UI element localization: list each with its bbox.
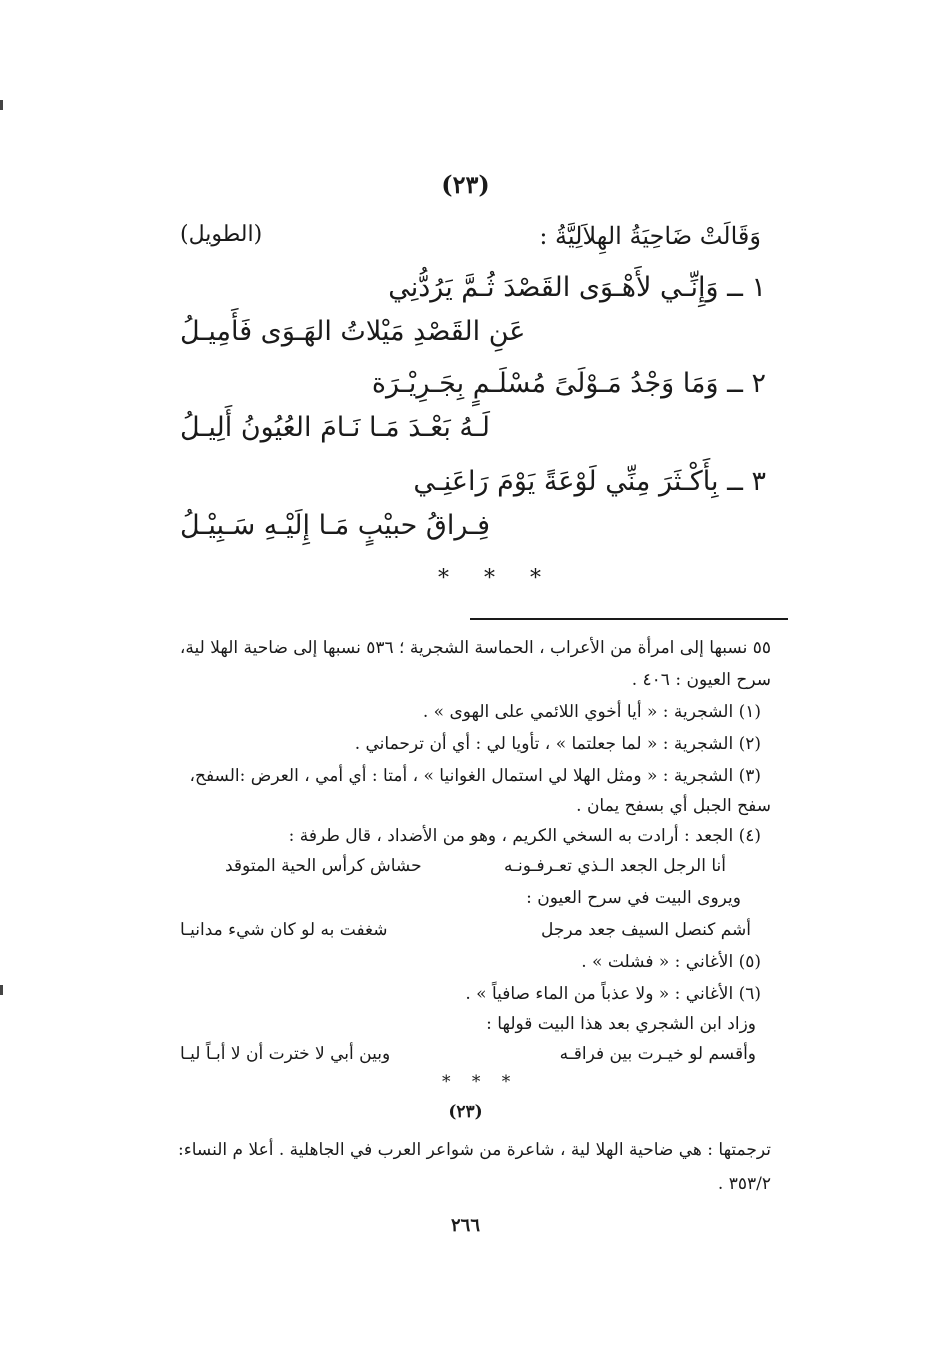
footnote-line: (٦) الأغاني : « ولا عذباً من الماء صافياً » . xyxy=(465,984,761,1004)
footnote-line: سرح العيون : ٤٠٦ . xyxy=(631,670,771,690)
footnote-divider xyxy=(470,618,788,620)
footnote-line: (٢) الشجرية : « لما جعلتما » ، تأويا لي : أي أن ترحماني . xyxy=(354,734,761,754)
verse-1-first-hemistich: ١ ــ وَإِنِّـي لأَهْـوَى القَصْدَ ثُـمَّ يَرُدُّنِي xyxy=(388,272,766,303)
footnote-line: (٥) الأغاني : « فشلت » . xyxy=(581,952,761,972)
quote-hemistich: وبين أبي لا خترت أن لا أبـاً ليـا xyxy=(180,1044,391,1064)
poem-intro: وَقَالَتْ ضَاحِيَةُ الهِلاَلِيَّةُ : xyxy=(539,222,761,250)
verse-1-second-hemistich: عَنِ القَصْدِ مَيْلاتُ الهَـوَى فَأَمِيـلُ xyxy=(180,316,526,347)
footnote-line: (٣) الشجرية : « ومثل الهلا لي استمال الغوانيا » ، أمتا : أي أمي ، العرض :السفح، xyxy=(189,766,761,786)
footnote-line: ٥٥ نسبها إلى امرأة من الأعراب ، الحماسة الشجرية ؛ ٥٣٦ نسبها إلى ضاحية الهلا لية، xyxy=(179,638,771,658)
biography-line: ترجمتها : هي ضاحية الهلا لية ، شاعرة من شواعر العرب في الجاهلية . أعلا م النساء: xyxy=(178,1140,771,1160)
verse-2-first-hemistich: ٢ ــ وَمَا وَجْدُ مَـوْلَىً مُسْلَـمٍ بِجَـرِيْـرَة xyxy=(371,368,766,399)
quote-hemistich: حشاش كرأس الحية المتوقد xyxy=(225,856,422,876)
biography-number: (٢٣) xyxy=(448,1102,483,1122)
quote-hemistich: شغفت به لو كان شيء مدانيـا xyxy=(180,920,388,940)
footnote-line: (١) الشجرية : « أيا أخوي اللائمي على الهوى » . xyxy=(422,702,761,722)
footnote-line: (٤) الجعد : أرادت به السخي الكريم ، وهو من الأضداد ، قال طرفة : xyxy=(288,826,761,846)
scan-margin-mark xyxy=(0,100,3,110)
quote-hemistich: أشم كنصل السيف جعد مرجل xyxy=(540,920,751,940)
footnote-line: سفح الجبل أي بسفح يمان . xyxy=(576,796,771,816)
section-separator-stars: * * * xyxy=(442,1072,519,1092)
scan-margin-mark xyxy=(0,985,3,995)
verse-3-second-hemistich: فِـراقُ حبيْبٍ مَـا إِلَيْـهِ سَـبِيْـلُ xyxy=(180,510,491,541)
page-number: ٢٦٦ xyxy=(450,1215,480,1236)
footnote-line: وزاد ابن الشجري بعد هذا البيت قولها : xyxy=(486,1014,756,1034)
verse-3-first-hemistich: ٣ ــ بِأَكْـثَرَ مِنِّي لَوْعَةً يَوْمَ رَاعَنِـي xyxy=(413,466,766,497)
verse-2-second-hemistich: لَـهُ بَعْـدَ مَـا نَـامَ العُيُونُ أَلِيـلُ xyxy=(180,412,491,443)
footnote-line: ويروى البيت في سرح العيون : xyxy=(526,888,741,908)
biography-line: ٣٥٣/٢ . xyxy=(717,1174,771,1194)
quote-hemistich: أنا الرجل الجعد الـذي تعـرفـونـه xyxy=(503,856,726,876)
poem-meter: (الطويل) xyxy=(180,222,263,247)
poem-number: (٢٣) xyxy=(441,170,490,199)
quote-hemistich: وأقسم لو خيـرت بين فراقـه xyxy=(559,1044,756,1064)
section-separator-stars: * * * xyxy=(438,566,555,591)
